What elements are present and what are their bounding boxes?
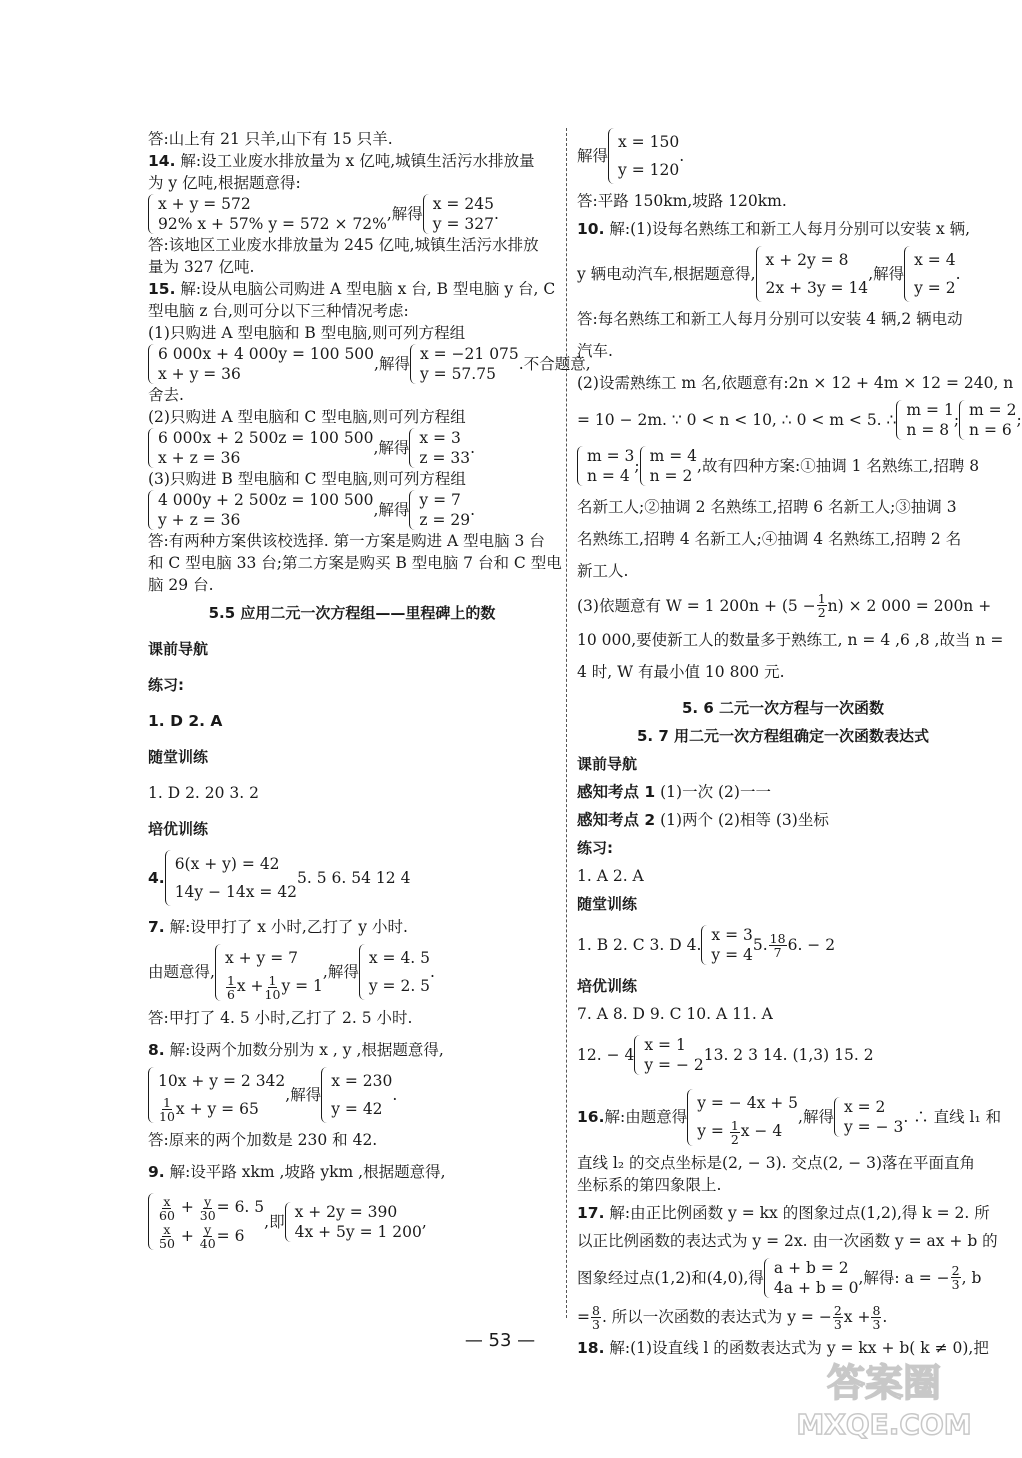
question-10: 10. 解:(1)设每名熟练工和新工人每月分别可以安装 x 辆, [577,220,971,238]
text-line: (2)只购进 A 型电脑和 C 型电脑,则可列方程组 [148,408,466,426]
text-line: = $\frac{8}{3}$ . 所以一次函数的表达式为 y = − $\frac{2}{3}$ x + $\frac{8}{3}$ . [577,1302,888,1332]
text-line: (2)设需熟练工 m 名,依题意有:2n × 12 + 4m × 12 = 240, n [577,374,1014,392]
text-line: 坐标系的第四象限上. [577,1175,722,1194]
case-line: m = 3 n = 4 ; m = 4 n = 2 ,故有四种方案:①抽调 1 名熟练工,招聘 8 [577,446,989,486]
equation-system: $\frac{x}{60}$ + $\frac{y}{30}$ = 6. 5 $\frac{x}{50}$ + $\frac{y}{40}$ = 6 ,即 x + 2y = 390 4x + 5y = 1 200 , [148,1193,556,1250]
watermark-text-cn: 答案圈 [826,1361,942,1405]
answer-line: 感知考点 2 (1)两个 (2)相等 (3)坐标 [577,811,829,829]
text-line: 答:甲打了 4. 5 小时,乙打了 2. 5 小时. [148,1008,413,1027]
text-line: 直线 l₂ 的交点坐标是(2, − 3). 交点(2, − 3)落在平面直角 [577,1153,976,1172]
question-15: 15. 解:设从电脑公司购进 A 型电脑 x 台, B 型电脑 y 台, C [148,280,556,298]
equation-system: x + y = 572 92% x + 57% y = 572 × 72% ,解得 x = 245 y = 327 . [148,194,556,234]
text-line: 和 C 型电脑 33 台;第二方案是购买 B 型电脑 7 台和 C 型电 [148,554,562,572]
equation-system: 4 000y + 2 500z = 100 500 y + z = 36 ,解得 y = 7 z = 29 . [148,490,556,530]
text-line: 答:该地区工业废水排放量为 245 亿吨,城镇生活污水排放 [148,236,539,254]
case-line: = 10 − 2m. ∵ 0 < n < 10, ∴ 0 < m < 5. ∴ m = 1 n = 8 ; m = 2 n = 6 ; [577,401,1022,439]
answer-line: 1. D 2. A [148,712,223,730]
text-line: 名熟练工,招聘 4 名新工人;④抽调 4 名熟练工,招聘 2 名 [577,530,962,548]
question-7: 7. 解:设甲打了 x 小时,乙打了 y 小时. [148,918,408,936]
text-line: 脑 29 台. [148,576,214,594]
text-line: 答:有两种方案供该校选择. 第一方案是购进 A 型电脑 3 台 [148,532,545,550]
text-line: 4 时, W 有最小值 10 800 元. [577,663,785,681]
watermark-logo [784,1352,984,1444]
text-line: (1)只购进 A 型电脑和 B 型电脑,则可列方程组 [148,324,466,342]
text-line: 汽车. [577,342,613,360]
question-16: 16. 解:由题意得 y = − 4x + 5 y = $\frac{1}{2}$ x − 4 ,解得 x = 2 y = − 3 . ∴ 直线 l₁ 和 [577,1089,989,1146]
subsection-heading: 随堂训练 [148,748,209,766]
watermark-text-url: MXQE.COM [796,1408,972,1441]
subsection-heading: 培优训练 [577,977,638,995]
page-number: — 53 — [464,1330,536,1351]
subsection-heading: 课前导航 [148,640,209,658]
left-column [148,128,591,1251]
equation-system: 解得 x = 150 y = 120 . [577,128,989,184]
question-14: 14. 解:设工业废水排放量为 x 亿吨,城镇生活污水排放量 [148,152,535,170]
right-column [577,128,1022,1359]
subsection-heading: 练习: [148,676,184,694]
subsection-heading: 随堂训练 [577,895,638,913]
question-9: 9. 解:设平路 xkm ,坡路 ykm ,根据题意得, [148,1163,446,1181]
text-line: 舍去. [148,386,184,404]
equation-system: 6 000x + 4 000y = 100 500 x + y = 36 ,解得 x = −21 075 y = 57.75 .不合题意, [148,344,556,384]
answer-line: 感知考点 1 (1)一次 (2)一一 [577,783,771,801]
text-line: 名新工人;②抽调 2 名熟练工,招聘 6 名新工人;③抽调 3 [577,498,957,516]
text-line: 以正比例函数的表达式为 y = 2x. 由一次函数 y = ax + b 的 [577,1231,998,1250]
answer-line: 1. D 2. 20 3. 2 [148,784,260,802]
text-line: (3)依题意有 W = 1 200n + (5 − $\frac{1}{2}$ n) × 2 000 = 200n + [577,591,992,620]
subsection-heading: 培优训练 [148,820,209,838]
text-line: 为 y 亿吨,根据题意得: [148,174,301,192]
subsection-heading: 练习: [577,839,613,857]
subsection-heading: 课前导航 [577,755,638,773]
text-line: 新工人. [577,562,629,580]
text-line: 答:山上有 21 只羊,山下有 15 只羊. [148,130,393,148]
text-line: 答:原来的两个加数是 230 和 42. [148,1131,378,1149]
answer-line: 1. A 2. A [577,867,644,885]
answer-line: 7. A 8. D 9. C 10. A 11. A [577,1005,773,1023]
equation-system: 由题意得, x + y = 7 $\frac{1}{6}$ x + $\frac{1}{10}$ y = 1 ,解得 x = 4. 5 y = 2. 5 . [148,944,556,1001]
question-4: 4. 6(x + y) = 42 14y − 14x = 42 5. 5 6. 54 12 4 [148,850,556,906]
question-17: 17. 解:由正比例函数 y = kx 的图象过点(1,2),得 k = 2. 所 [577,1203,990,1222]
answer-line: 1. B 2. C 3. D 4. x = 3 y = 4 5. $\frac{18}{7}$ 6. − 2 [577,926,836,964]
text-line: 量为 327 亿吨. [148,258,255,276]
section-title: 5. 7 用二元一次方程组确定一次函数表达式 [636,727,930,745]
section-title: 5. 6 二元一次方程与一次函数 [681,699,885,717]
text-line: 答:每名熟练工和新工人每月分别可以安装 4 辆,2 辆电动 [577,310,963,328]
equation-system: 10x + y = 2 342 $\frac{1}{10}$ x + y = 65 ,解得 x = 230 y = 42 . [148,1067,556,1124]
question-18: 18. 解:(1)设直线 l 的函数表达式为 y = kx + b( k ≠ 0),把 [577,1338,989,1357]
equation-system: 6 000x + 2 500z = 100 500 x + z = 36 ,解得 x = 3 z = 33 . [148,428,556,468]
column-divider [566,128,567,1318]
text-line: (3)只购进 B 型电脑和 C 型电脑,则可列方程组 [148,470,466,488]
answer-line: 12. − 4 x = 1 y = − 2 13. 2 3 14. (1,3) 15. 2 [577,1036,874,1074]
text-line: 答:平路 150km,坡路 120km. [577,192,787,210]
text-line: 10 000,要使新工人的数量多于熟练工, n = 4 ,6 ,8 ,故当 n = [577,631,1004,649]
question-8: 8. 解:设两个加数分别为 x , y ,根据题意得, [148,1040,444,1059]
section-title: 5.5 应用二元一次方程组——里程碑上的数 [208,604,496,622]
text-line: 图象经过点(1,2)和(4,0),得 a + b = 2 4a + b = 0 ,解得: a = − $\frac{2}{3}$ , b [577,1258,982,1297]
text-line: 型电脑 z 台,则可分以下三种情况考虑: [148,302,409,320]
equation-system: y 辆电动汽车,根据题意得, x + 2y = 8 2x + 3y = 14 ,解得 x = 4 y = 2 . [577,246,989,302]
